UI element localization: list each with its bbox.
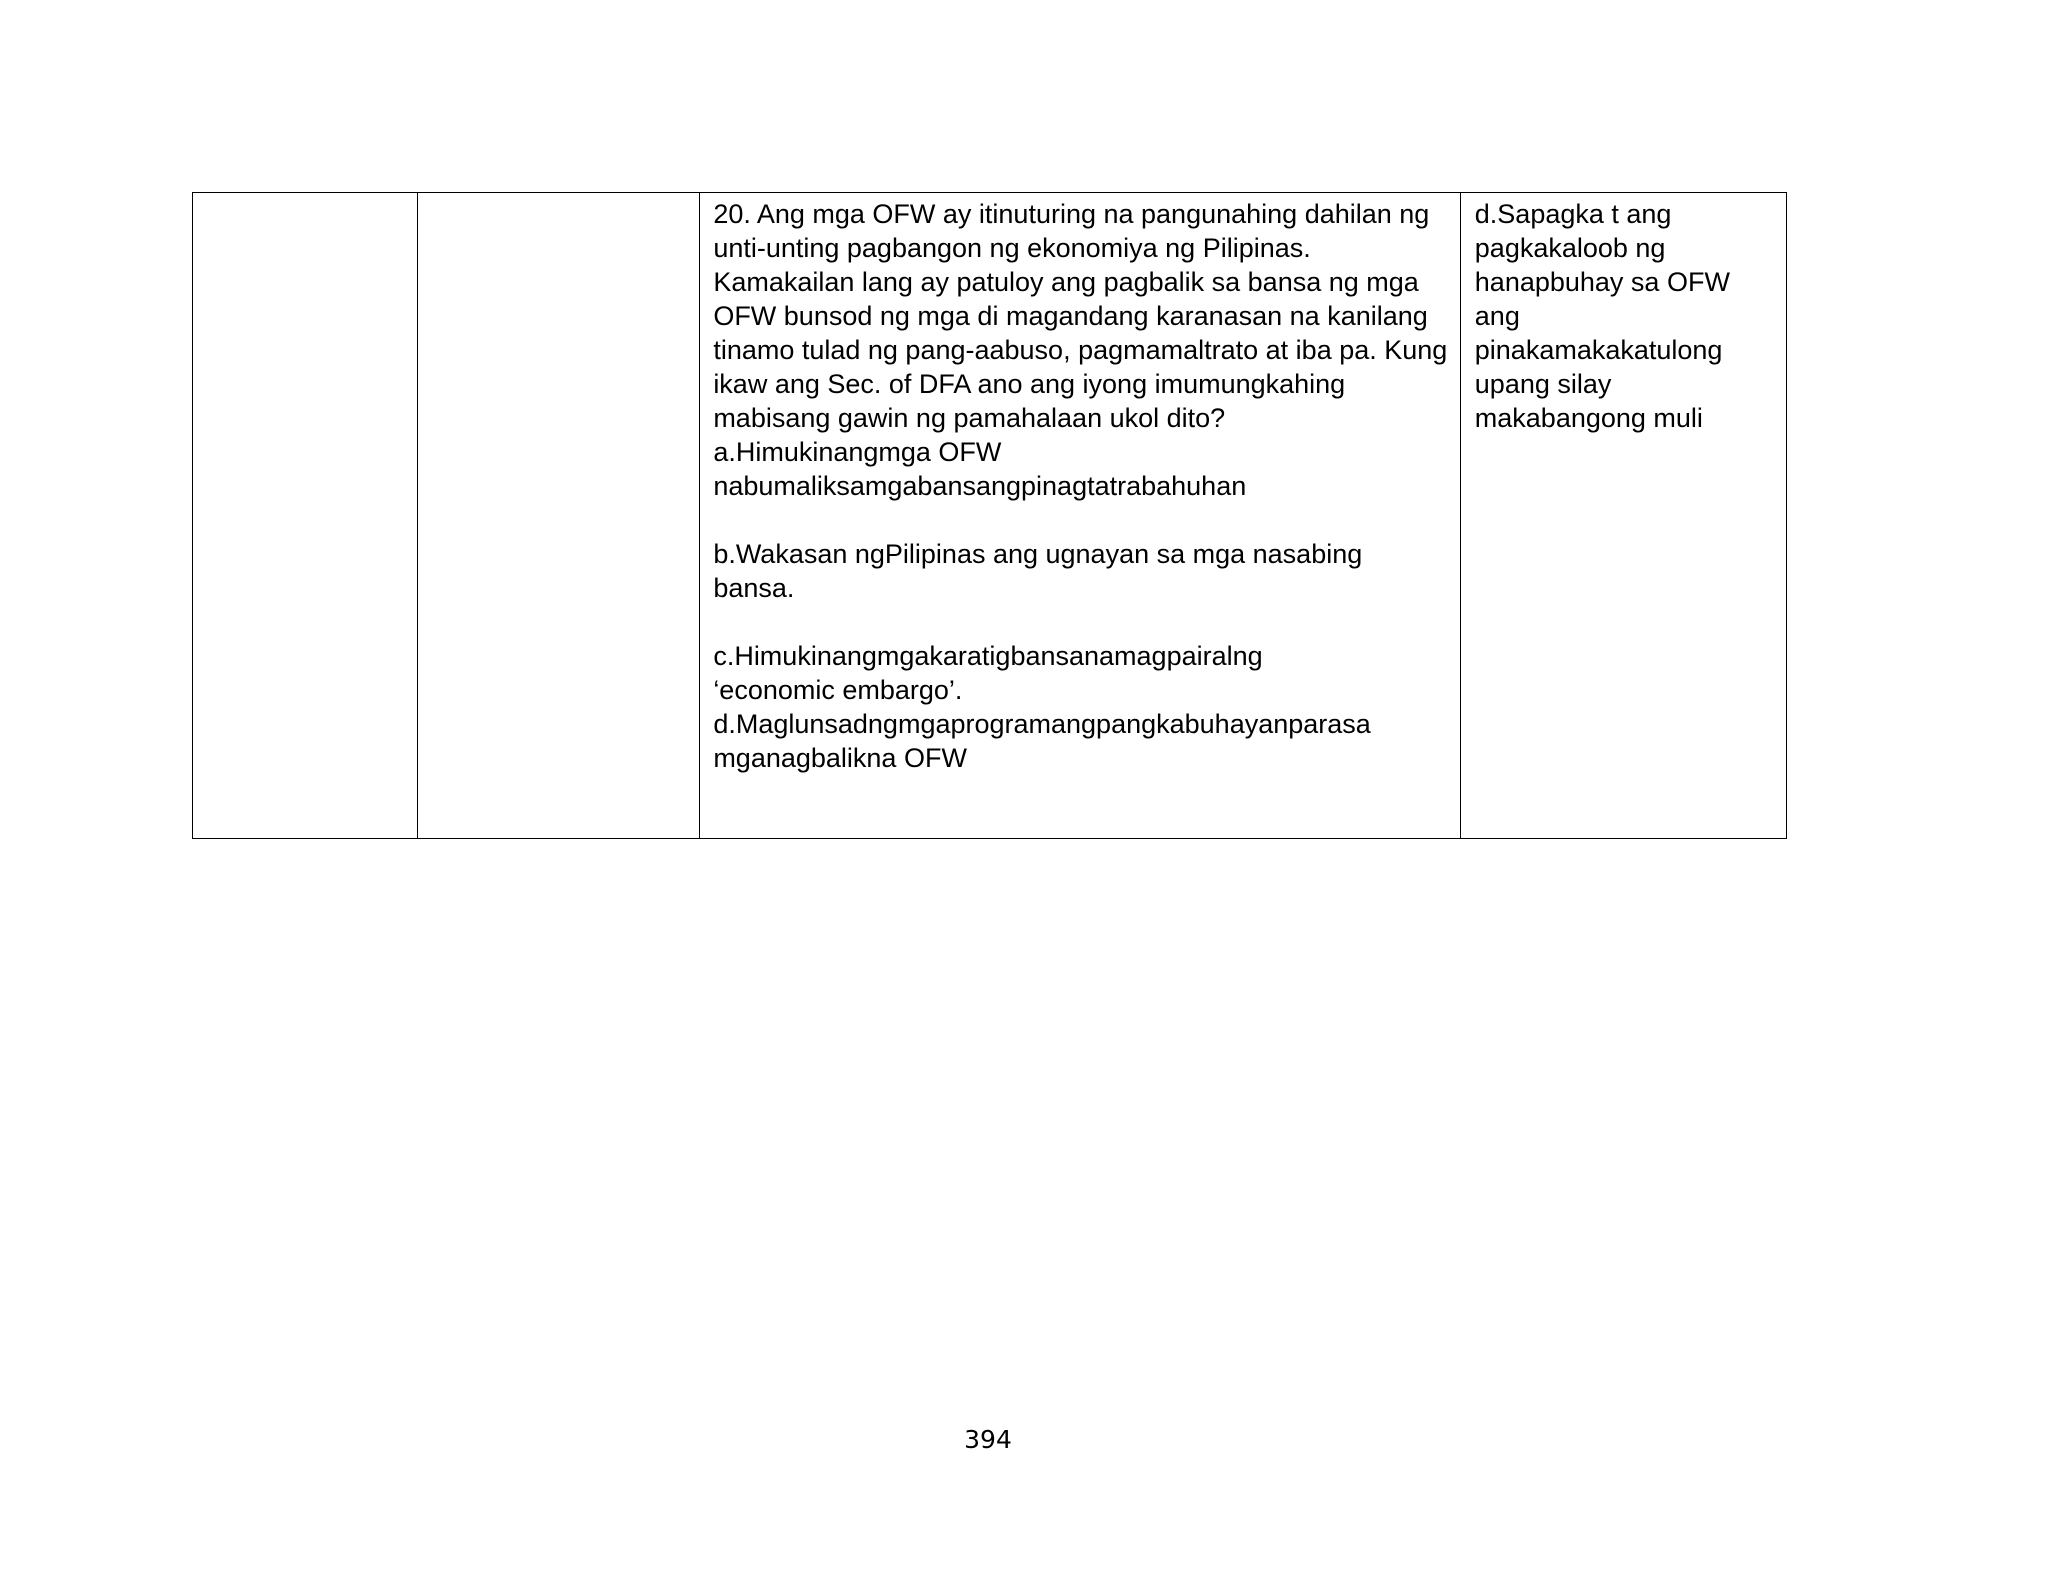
answer-line-5: pinakamakakatulong xyxy=(1474,335,1723,365)
option-b: b.Wakasan ngPilipinas ang ugnayan sa mga nasabing bansa. xyxy=(713,539,1363,603)
answer-cell xyxy=(1460,193,1786,839)
option-c-line1: c.Himukinangmgakaratigbansanamagpairalng xyxy=(713,641,1263,671)
page-number: 394 xyxy=(964,1425,1012,1454)
table-row xyxy=(193,193,1787,839)
option-a-line1: a.Himukinangmga OFW xyxy=(713,437,1002,467)
answer-line-1: d.Sapagka t ang xyxy=(1474,199,1672,229)
answer-line-6: upang silay xyxy=(1474,369,1612,399)
empty-cell-2 xyxy=(418,193,700,839)
empty-cell-1 xyxy=(193,193,418,839)
option-d-line1: d.Maglunsadngmgaprogramangpangkabuhayanparasa xyxy=(713,709,1371,739)
question-stem: 20. Ang mga OFW ay itinuturing na pangunahing dahilan ng unti-unting pagbangon ng ekonomiya ng Pilipinas. Kamakailan lang ay patuloy ang pagbalik sa bansa ng mga OFW bunsod ng mga di magandang karanasan na kanilang tinamo tulad ng pang-aabuso, pagmamaltrato at iba pa. Kung ikaw ang Sec. of DFA ano ang iyong imumungkahing mabisang gawin ng pamahalaan ukol dito? xyxy=(713,199,1448,433)
question-cell xyxy=(700,193,1460,839)
question-text xyxy=(700,193,1459,775)
option-a-line2: nabumaliksamgabansangpinagtatrabahuhan xyxy=(713,471,1247,501)
assessment-table xyxy=(192,192,1787,839)
answer-line-7: makabangong muli xyxy=(1474,403,1703,433)
answer-line-4: ang xyxy=(1474,301,1520,331)
option-d-line2: mganagbalikna OFW xyxy=(713,743,967,773)
option-c-line2: ‘economic embargo’. xyxy=(713,675,963,705)
answer-text xyxy=(1461,193,1786,435)
answer-line-2: pagkakaloob ng xyxy=(1474,233,1666,263)
answer-line-3: hanapbuhay sa OFW xyxy=(1474,267,1730,297)
